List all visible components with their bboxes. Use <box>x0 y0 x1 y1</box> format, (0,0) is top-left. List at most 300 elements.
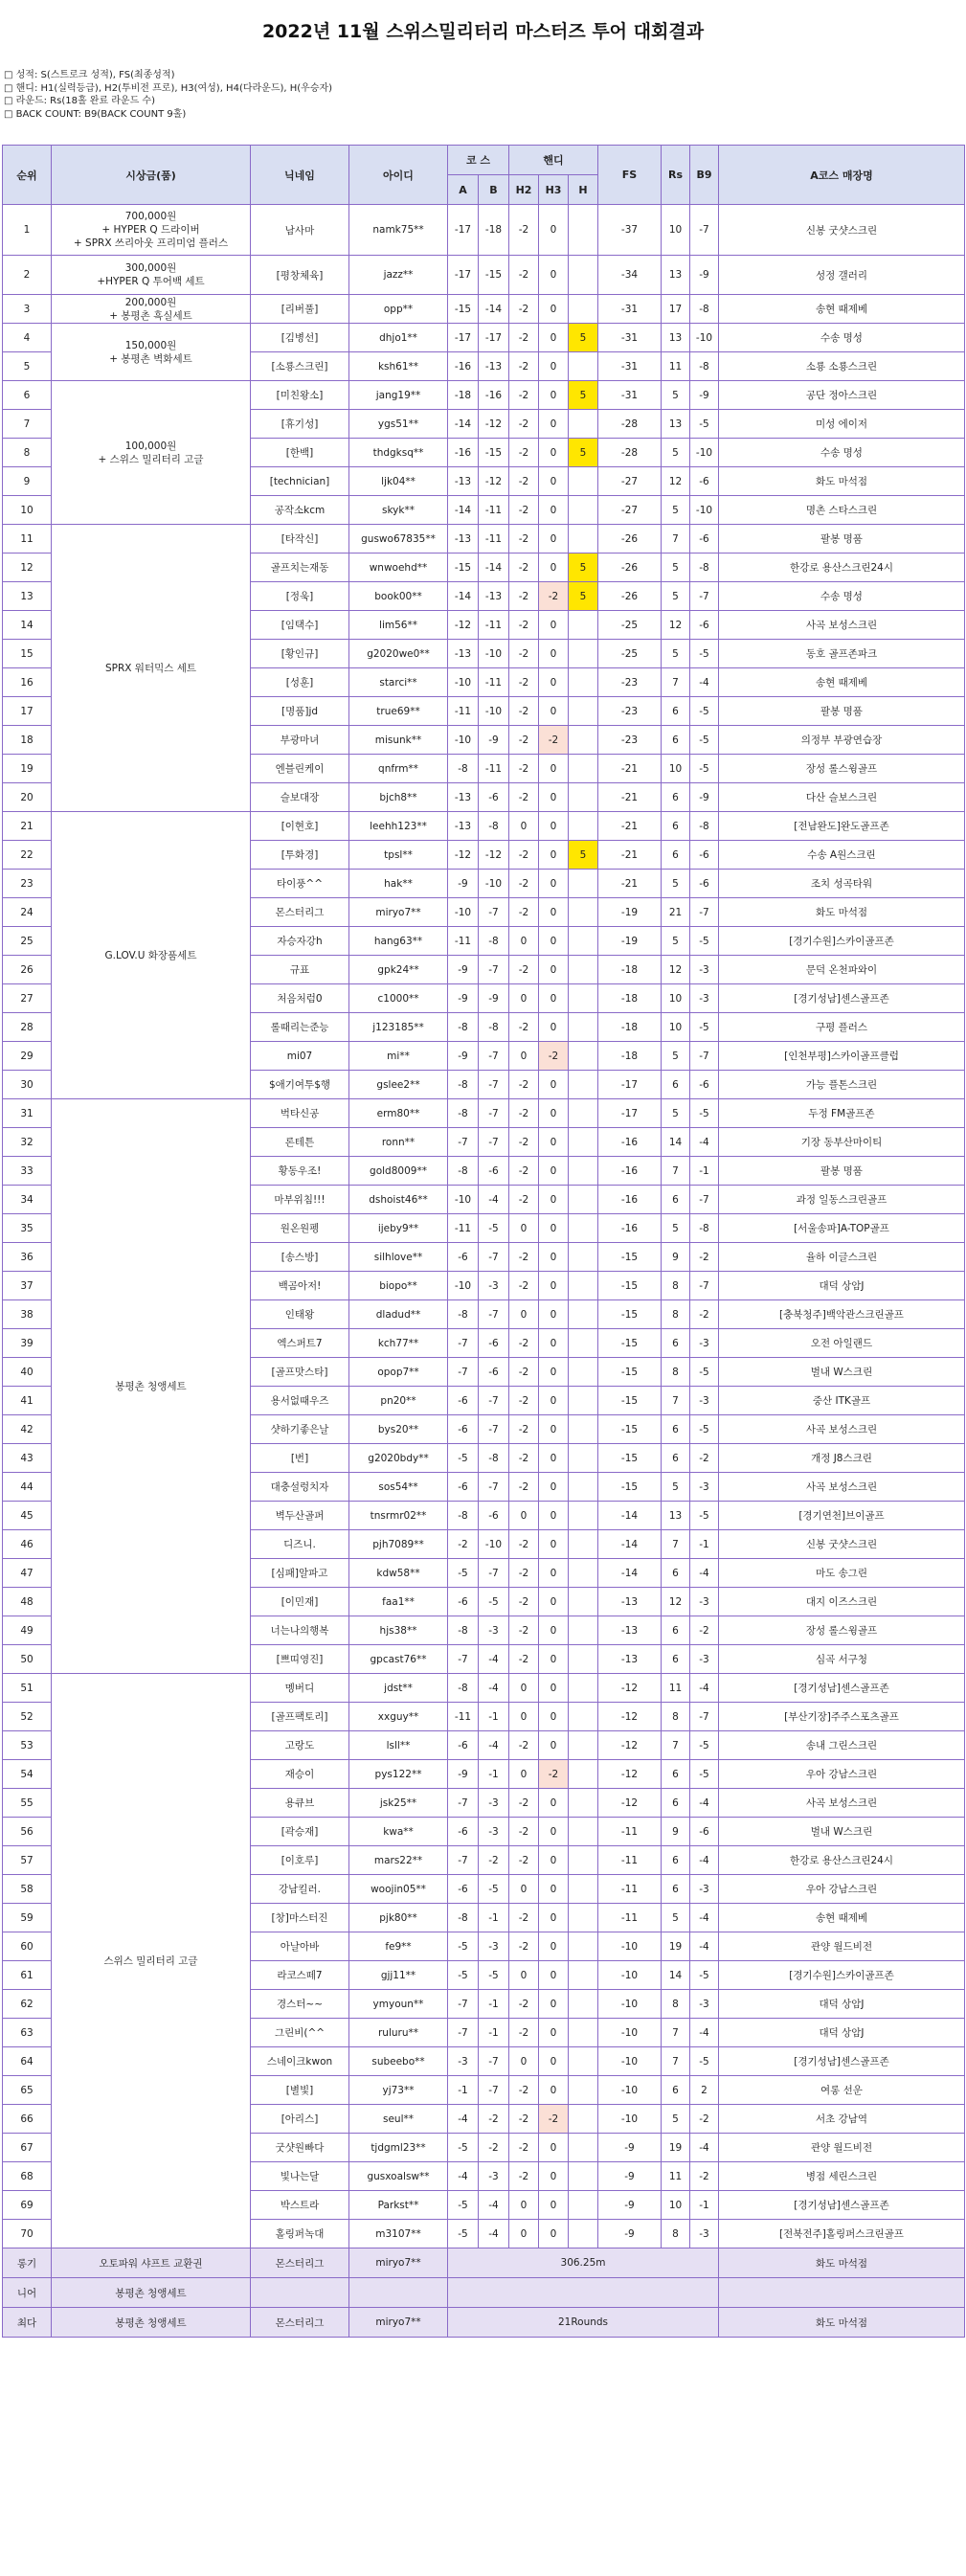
course-b-cell: -8 <box>479 1444 509 1473</box>
handicap-h-cell <box>569 1502 598 1530</box>
special-award-prize: 오토파워 샤프트 교환권 <box>52 2248 251 2278</box>
course-a-cell: -8 <box>448 755 479 783</box>
handicap-h-cell <box>569 1875 598 1904</box>
handicap-h2-cell: -2 <box>509 956 539 984</box>
course-b-cell: -12 <box>479 410 509 439</box>
handicap-h3-cell: 0 <box>539 1875 569 1904</box>
course-a-cell: -7 <box>448 1358 479 1387</box>
rounds-cell: 5 <box>662 870 690 898</box>
venue-cell: 오전 아일랜드 <box>719 1329 965 1358</box>
course-b-cell: -2 <box>479 2105 509 2134</box>
handicap-h2-cell: 0 <box>509 812 539 841</box>
back-count-cell: -8 <box>690 352 719 381</box>
handicap-h2-cell: -2 <box>509 1387 539 1415</box>
nickname-cell: [별빛] <box>251 2076 349 2105</box>
final-score-cell: -18 <box>598 984 662 1013</box>
user-id-cell: yj73** <box>349 2076 448 2105</box>
course-a-cell: -13 <box>448 467 479 496</box>
rank-cell: 46 <box>3 1530 52 1559</box>
nickname-cell: 굿샷원빠다 <box>251 2134 349 2162</box>
handicap-h3-cell: 0 <box>539 1099 569 1128</box>
nickname-cell: 엔블린케이 <box>251 755 349 783</box>
venue-cell: 대덕 상암J <box>719 1990 965 2019</box>
final-score-cell: -26 <box>598 525 662 554</box>
user-id-cell: opop7** <box>349 1358 448 1387</box>
final-score-cell: -18 <box>598 1013 662 1042</box>
back-count-cell: -3 <box>690 1990 719 2019</box>
rounds-cell: 13 <box>662 1502 690 1530</box>
final-score-cell: -15 <box>598 1473 662 1502</box>
handicap-h2-cell: 0 <box>509 1042 539 1071</box>
nickname-cell: $애기여투$행 <box>251 1071 349 1099</box>
back-count-cell: -1 <box>690 1157 719 1186</box>
course-b-cell: -7 <box>479 1300 509 1329</box>
rounds-cell: 12 <box>662 611 690 640</box>
back-count-cell: -5 <box>690 1013 719 1042</box>
handicap-h2-cell: -2 <box>509 439 539 467</box>
handicap-h2-cell: 0 <box>509 1703 539 1731</box>
venue-cell: 수송 명성 <box>719 582 965 611</box>
handicap-h3-cell: 0 <box>539 956 569 984</box>
results-table <box>2 145 965 2338</box>
user-id-cell: dladud** <box>349 1300 448 1329</box>
handicap-h2-cell: -2 <box>509 1990 539 2019</box>
handicap-h-cell <box>569 1932 598 1961</box>
course-a-cell: -16 <box>448 352 479 381</box>
handicap-h-cell <box>569 2105 598 2134</box>
handicap-h2-cell: -2 <box>509 898 539 927</box>
course-a-cell: -8 <box>448 1674 479 1703</box>
back-count-cell: -2 <box>690 1616 719 1645</box>
back-count-cell: -3 <box>690 1875 719 1904</box>
handicap-h2-cell: 0 <box>509 1300 539 1329</box>
course-a-cell: -6 <box>448 1415 479 1444</box>
rounds-cell: 8 <box>662 1703 690 1731</box>
venue-cell: 수송 명성 <box>719 324 965 352</box>
back-count-cell: -9 <box>690 256 719 295</box>
rounds-cell: 10 <box>662 755 690 783</box>
handicap-h-cell <box>569 927 598 956</box>
final-score-cell: -16 <box>598 1186 662 1214</box>
user-id-cell: woojin05** <box>349 1875 448 1904</box>
handicap-h2-cell: 0 <box>509 1760 539 1789</box>
course-a-cell: -7 <box>448 1329 479 1358</box>
handicap-h-cell <box>569 1243 598 1272</box>
final-score-cell: -37 <box>598 205 662 256</box>
course-a-cell: -14 <box>448 496 479 525</box>
rounds-cell: 6 <box>662 1616 690 1645</box>
final-score-cell: -23 <box>598 726 662 755</box>
course-b-cell: -11 <box>479 668 509 697</box>
handicap-h-cell <box>569 726 598 755</box>
header-course-a: A <box>448 175 479 205</box>
handicap-h2-cell: -2 <box>509 697 539 726</box>
back-count-cell: -5 <box>690 1358 719 1387</box>
handicap-h2-cell: -2 <box>509 1473 539 1502</box>
final-score-cell: -21 <box>598 783 662 812</box>
rank-cell: 54 <box>3 1760 52 1789</box>
rank-cell: 5 <box>3 352 52 381</box>
handicap-h-cell <box>569 1818 598 1846</box>
user-id-cell: mars22** <box>349 1846 448 1875</box>
handicap-h-cell <box>569 1013 598 1042</box>
course-a-cell: -9 <box>448 1760 479 1789</box>
nickname-cell: [김병선] <box>251 324 349 352</box>
user-id-cell: book00** <box>349 582 448 611</box>
course-b-cell: -7 <box>479 1559 509 1588</box>
rounds-cell: 5 <box>662 927 690 956</box>
venue-cell: 다산 슬보스크린 <box>719 783 965 812</box>
course-a-cell: -9 <box>448 870 479 898</box>
nickname-cell: 너는나의행복 <box>251 1616 349 1645</box>
venue-cell: 사곡 보성스크린 <box>719 1415 965 1444</box>
handicap-h2-cell: -2 <box>509 640 539 668</box>
rounds-cell: 11 <box>662 2162 690 2191</box>
course-a-cell: -6 <box>448 1818 479 1846</box>
user-id-cell: ijeby9** <box>349 1214 448 1243</box>
final-score-cell: -31 <box>598 324 662 352</box>
final-score-cell: -9 <box>598 2134 662 2162</box>
venue-cell: 기장 동부산마이티 <box>719 1128 965 1157</box>
rank-cell: 27 <box>3 984 52 1013</box>
course-b-cell: -7 <box>479 1243 509 1272</box>
special-award-id: miryo7** <box>349 2248 448 2278</box>
course-a-cell: -15 <box>448 295 479 324</box>
handicap-h-cell <box>569 898 598 927</box>
course-b-cell: -4 <box>479 1186 509 1214</box>
handicap-h-cell <box>569 1214 598 1243</box>
final-score-cell: -12 <box>598 1760 662 1789</box>
rounds-cell: 19 <box>662 1932 690 1961</box>
course-a-cell: -12 <box>448 841 479 870</box>
final-score-cell: -10 <box>598 2047 662 2076</box>
user-id-cell: true69** <box>349 697 448 726</box>
rounds-cell: 5 <box>662 582 690 611</box>
nickname-cell: 타이풍^^ <box>251 870 349 898</box>
footer-row <box>3 2248 965 2278</box>
course-a-cell: -3 <box>448 2047 479 2076</box>
venue-cell: [경기연천]브이골프 <box>719 1502 965 1530</box>
venue-cell: 성정 갤러리 <box>719 256 965 295</box>
venue-cell: 문덕 온천파와이 <box>719 956 965 984</box>
rounds-cell: 17 <box>662 295 690 324</box>
handicap-h2-cell: -2 <box>509 256 539 295</box>
nickname-cell: mi07 <box>251 1042 349 1071</box>
rounds-cell: 5 <box>662 496 690 525</box>
course-a-cell: -5 <box>448 2220 479 2248</box>
rank-cell: 22 <box>3 841 52 870</box>
venue-cell: [경기성남]센스골프존 <box>719 2047 965 2076</box>
rounds-cell: 9 <box>662 1818 690 1846</box>
handicap-h2-cell: 0 <box>509 1674 539 1703</box>
special-award-id <box>349 2278 448 2308</box>
course-a-cell: -11 <box>448 927 479 956</box>
handicap-h-cell <box>569 1588 598 1616</box>
handicap-h2-cell: -2 <box>509 1789 539 1818</box>
course-b-cell: -11 <box>479 525 509 554</box>
nickname-cell: [골프팩토리] <box>251 1703 349 1731</box>
course-b-cell: -11 <box>479 755 509 783</box>
header-b9: B9 <box>690 146 719 205</box>
user-id-cell: qnfrm** <box>349 755 448 783</box>
handicap-h-cell <box>569 1186 598 1214</box>
venue-cell: 구평 플러스 <box>719 1013 965 1042</box>
user-id-cell: silhlove** <box>349 1243 448 1272</box>
user-id-cell: gusxoalsw** <box>349 2162 448 2191</box>
rounds-cell: 6 <box>662 783 690 812</box>
handicap-h2-cell: -2 <box>509 1186 539 1214</box>
rank-cell: 29 <box>3 1042 52 1071</box>
handicap-h2-cell: -2 <box>509 295 539 324</box>
handicap-h3-cell: 0 <box>539 295 569 324</box>
final-score-cell: -10 <box>598 2019 662 2047</box>
rounds-cell: 6 <box>662 812 690 841</box>
header-fs: FS <box>598 146 662 205</box>
handicap-h-cell <box>569 640 598 668</box>
course-b-cell: -7 <box>479 1042 509 1071</box>
header-id: 아이디 <box>349 146 448 205</box>
user-id-cell: biopo** <box>349 1272 448 1300</box>
course-b-cell: -10 <box>479 870 509 898</box>
back-count-cell: -6 <box>690 870 719 898</box>
user-id-cell: pjh7089** <box>349 1530 448 1559</box>
rank-cell: 4 <box>3 324 52 352</box>
final-score-cell: -9 <box>598 2191 662 2220</box>
course-a-cell: -8 <box>448 1157 479 1186</box>
back-count-cell: -5 <box>690 1502 719 1530</box>
handicap-h2-cell: -2 <box>509 755 539 783</box>
venue-cell: 관양 월드비전 <box>719 1932 965 1961</box>
back-count-cell: -5 <box>690 640 719 668</box>
back-count-cell: -10 <box>690 496 719 525</box>
back-count-cell: -8 <box>690 295 719 324</box>
venue-cell: [전북전주]홀링퍼스크린골프 <box>719 2220 965 2248</box>
rank-cell: 69 <box>3 2191 52 2220</box>
handicap-h2-cell: -2 <box>509 1071 539 1099</box>
back-count-cell: -8 <box>690 1214 719 1243</box>
final-score-cell: -10 <box>598 1961 662 1990</box>
handicap-h3-cell: 0 <box>539 467 569 496</box>
back-count-cell: -5 <box>690 410 719 439</box>
handicap-h3-cell: -2 <box>539 582 569 611</box>
handicap-h2-cell: -2 <box>509 1846 539 1875</box>
venue-cell: 송현 때제베 <box>719 295 965 324</box>
back-count-cell: -6 <box>690 467 719 496</box>
rounds-cell: 6 <box>662 1329 690 1358</box>
handicap-h3-cell: 0 <box>539 755 569 783</box>
final-score-cell: -25 <box>598 611 662 640</box>
handicap-h3-cell: -2 <box>539 1042 569 1071</box>
venue-cell: 한강로 용산스크린24시 <box>719 1846 965 1875</box>
user-id-cell: jdst** <box>349 1674 448 1703</box>
course-b-cell: -4 <box>479 2220 509 2248</box>
rounds-cell: 7 <box>662 1731 690 1760</box>
user-id-cell: hjs38** <box>349 1616 448 1645</box>
final-score-cell: -23 <box>598 697 662 726</box>
handicap-h3-cell: 0 <box>539 841 569 870</box>
rounds-cell: 9 <box>662 1243 690 1272</box>
handicap-h3-cell: -2 <box>539 2105 569 2134</box>
handicap-h2-cell: -2 <box>509 352 539 381</box>
special-award-venue <box>719 2278 965 2308</box>
nickname-cell: [투화경] <box>251 841 349 870</box>
venue-cell: 사곡 보성스크린 <box>719 611 965 640</box>
course-a-cell: -13 <box>448 525 479 554</box>
rank-cell: 62 <box>3 1990 52 2019</box>
back-count-cell: -4 <box>690 1904 719 1932</box>
handicap-h2-cell: -2 <box>509 668 539 697</box>
rounds-cell: 8 <box>662 2220 690 2248</box>
back-count-cell: -10 <box>690 324 719 352</box>
nickname-cell: 처음처럼0 <box>251 984 349 1013</box>
user-id-cell: gold8009** <box>349 1157 448 1186</box>
rank-cell: 14 <box>3 611 52 640</box>
course-b-cell: -5 <box>479 1875 509 1904</box>
rank-cell: 67 <box>3 2134 52 2162</box>
course-a-cell: -9 <box>448 984 479 1013</box>
course-a-cell: -1 <box>448 2076 479 2105</box>
course-b-cell: -3 <box>479 2162 509 2191</box>
rounds-cell: 10 <box>662 984 690 1013</box>
final-score-cell: -19 <box>598 927 662 956</box>
handicap-h-cell <box>569 1904 598 1932</box>
venue-cell: 신봉 굿샷스크린 <box>719 1530 965 1559</box>
course-a-cell: -18 <box>448 381 479 410</box>
rounds-cell: 7 <box>662 1387 690 1415</box>
course-a-cell: -8 <box>448 1300 479 1329</box>
back-count-cell: -2 <box>690 1300 719 1329</box>
course-b-cell: -7 <box>479 898 509 927</box>
prize-cell: 200,000원 + 봉평촌 흑실세트 <box>52 295 251 324</box>
handicap-h3-cell: 0 <box>539 1300 569 1329</box>
handicap-h-cell <box>569 1042 598 1071</box>
user-id-cell: g2020bdy** <box>349 1444 448 1473</box>
final-score-cell: -10 <box>598 2076 662 2105</box>
back-count-cell: -3 <box>690 1473 719 1502</box>
handicap-h-cell <box>569 410 598 439</box>
rounds-cell: 6 <box>662 1559 690 1588</box>
handicap-h-cell <box>569 256 598 295</box>
rank-cell: 58 <box>3 1875 52 1904</box>
course-a-cell: -10 <box>448 1272 479 1300</box>
course-b-cell: -12 <box>479 841 509 870</box>
rank-cell: 8 <box>3 439 52 467</box>
handicap-h3-cell: 0 <box>539 1846 569 1875</box>
handicap-h3-cell: 0 <box>539 812 569 841</box>
nickname-cell: 강남킬러. <box>251 1875 349 1904</box>
rounds-cell: 6 <box>662 1186 690 1214</box>
table-row <box>3 256 965 295</box>
rank-cell: 39 <box>3 1329 52 1358</box>
handicap-h2-cell: -2 <box>509 1904 539 1932</box>
final-score-cell: -15 <box>598 1272 662 1300</box>
final-score-cell: -13 <box>598 1616 662 1645</box>
user-id-cell: c1000** <box>349 984 448 1013</box>
back-count-cell: -5 <box>690 1731 719 1760</box>
nickname-cell: [한백] <box>251 439 349 467</box>
handicap-h-cell <box>569 1990 598 2019</box>
rounds-cell: 5 <box>662 2105 690 2134</box>
rounds-cell: 14 <box>662 1128 690 1157</box>
handicap-h3-cell: 0 <box>539 697 569 726</box>
course-b-cell: -5 <box>479 1961 509 1990</box>
venue-cell: 장성 롤스윙골프 <box>719 1616 965 1645</box>
course-b-cell: -3 <box>479 1616 509 1645</box>
user-id-cell: Parkst** <box>349 2191 448 2220</box>
course-b-cell: -10 <box>479 640 509 668</box>
handicap-h2-cell: -2 <box>509 1616 539 1645</box>
user-id-cell: dhjo1** <box>349 324 448 352</box>
final-score-cell: -12 <box>598 1674 662 1703</box>
header-prize: 시상금(품) <box>52 146 251 205</box>
handicap-h-cell <box>569 1789 598 1818</box>
course-b-cell: -17 <box>479 324 509 352</box>
course-b-cell: -7 <box>479 1071 509 1099</box>
special-award-stat: 21Rounds <box>448 2308 719 2338</box>
handicap-h3-cell: 0 <box>539 2076 569 2105</box>
nickname-cell: 재승이 <box>251 1760 349 1789</box>
footer-row <box>3 2278 965 2308</box>
handicap-h3-cell: 0 <box>539 927 569 956</box>
course-b-cell: -7 <box>479 1128 509 1157</box>
special-award-label: 롱기 <box>3 2248 52 2278</box>
course-a-cell: -15 <box>448 554 479 582</box>
venue-cell: 사곡 보성스크린 <box>719 1473 965 1502</box>
handicap-h-cell <box>569 2162 598 2191</box>
handicap-h3-cell: -2 <box>539 726 569 755</box>
course-a-cell: -11 <box>448 697 479 726</box>
course-a-cell: -10 <box>448 898 479 927</box>
handicap-h2-cell: -2 <box>509 205 539 256</box>
rank-cell: 70 <box>3 2220 52 2248</box>
nickname-cell: [심패]알파고 <box>251 1559 349 1588</box>
table-row <box>3 812 965 841</box>
rank-cell: 6 <box>3 381 52 410</box>
back-count-cell: -4 <box>690 1846 719 1875</box>
handicap-h-cell <box>569 1128 598 1157</box>
handicap-h3-cell: 0 <box>539 352 569 381</box>
handicap-h2-cell: -2 <box>509 2105 539 2134</box>
rounds-cell: 8 <box>662 1300 690 1329</box>
footer-row <box>3 2308 965 2338</box>
handicap-h3-cell: 0 <box>539 525 569 554</box>
rank-cell: 40 <box>3 1358 52 1387</box>
course-b-cell: -6 <box>479 783 509 812</box>
user-id-cell: subeebo** <box>349 2047 448 2076</box>
handicap-h-cell <box>569 1674 598 1703</box>
course-b-cell: -4 <box>479 1674 509 1703</box>
venue-cell: 중산 ITK골프 <box>719 1387 965 1415</box>
prize-cell: 100,000원 + 스위스 밀리터리 고글 <box>52 381 251 525</box>
handicap-h3-cell: 0 <box>539 1243 569 1272</box>
rank-cell: 15 <box>3 640 52 668</box>
handicap-h-cell <box>569 1157 598 1186</box>
nickname-cell: 디즈니. <box>251 1530 349 1559</box>
venue-cell: 팔봉 명품 <box>719 525 965 554</box>
back-count-cell: -2 <box>690 1243 719 1272</box>
course-b-cell: -2 <box>479 2134 509 2162</box>
handicap-h3-cell: 0 <box>539 984 569 1013</box>
nickname-cell: 멩버디 <box>251 1674 349 1703</box>
table-row <box>3 525 965 554</box>
back-count-cell: -3 <box>690 984 719 1013</box>
venue-cell: 우아 강남스크린 <box>719 1760 965 1789</box>
course-a-cell: -5 <box>448 1559 479 1588</box>
handicap-h-cell <box>569 1731 598 1760</box>
venue-cell: 송현 때제베 <box>719 668 965 697</box>
venue-cell: [충북청주]백악관스크린골프 <box>719 1300 965 1329</box>
handicap-h3-cell: 0 <box>539 1616 569 1645</box>
